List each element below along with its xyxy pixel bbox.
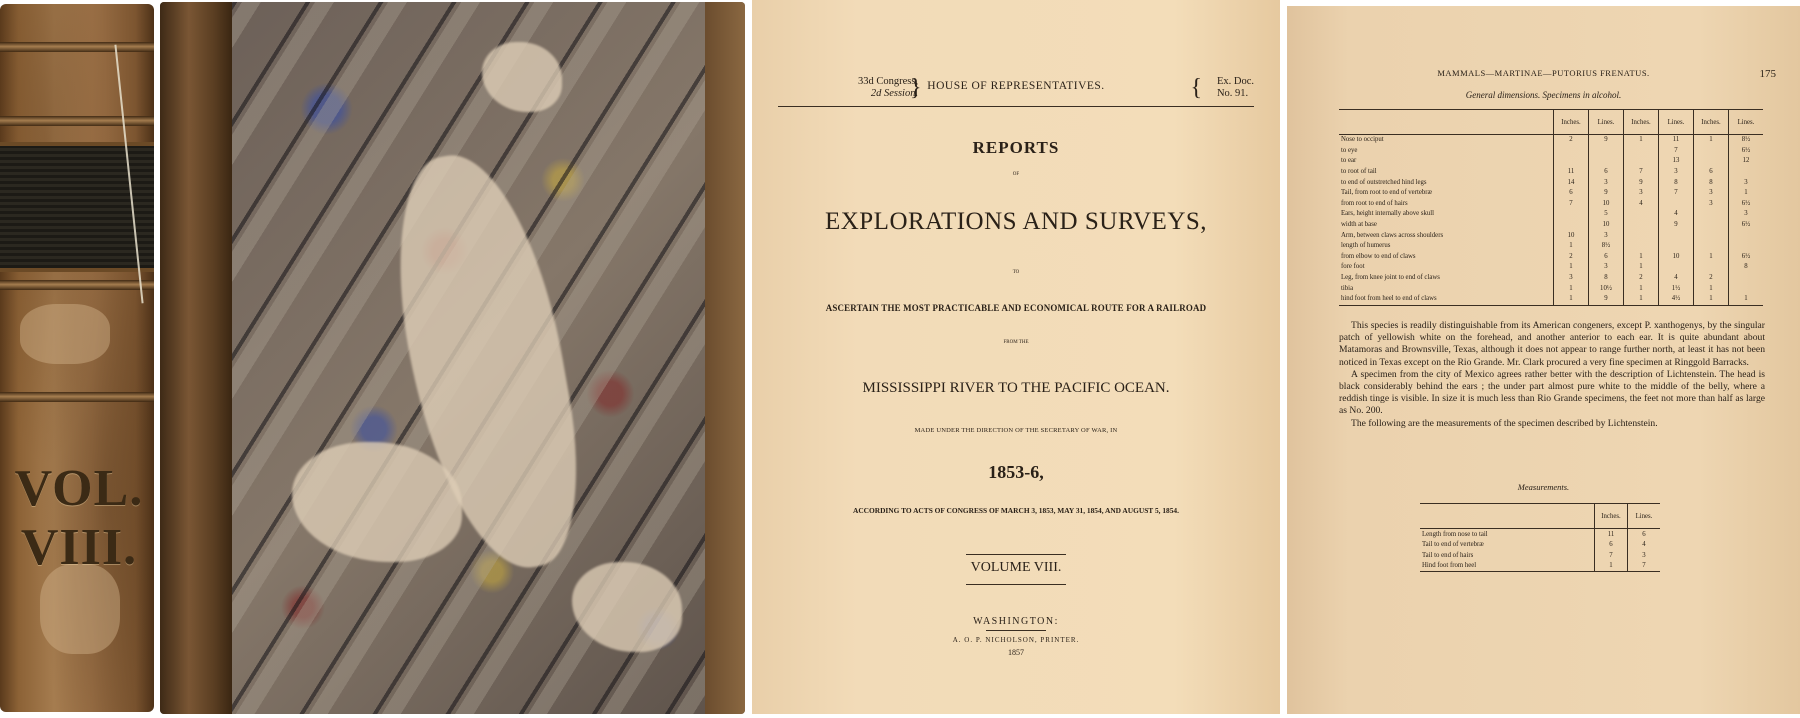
cell-value: 9	[1589, 188, 1624, 199]
table-row	[1339, 167, 1763, 178]
cell-value	[1624, 209, 1659, 220]
text-page	[1287, 6, 1800, 714]
table-row	[1339, 220, 1763, 231]
session-line: 2d Session.	[870, 88, 919, 99]
spine-band	[0, 116, 154, 126]
cell-value: 2	[1624, 273, 1659, 284]
worn-area	[482, 42, 562, 112]
cell-value: 1	[1554, 294, 1589, 305]
row-label: length of humerus	[1341, 242, 1391, 250]
cell-value: 11	[1554, 167, 1589, 178]
cell-value	[1694, 241, 1729, 252]
cell-value	[1729, 283, 1764, 294]
cell-value	[1624, 230, 1659, 241]
made-under-text: MADE UNDER THE DIRECTION OF THE SECRETARY OF WAR, IN	[914, 427, 1118, 434]
cell-value: 8	[1729, 262, 1764, 273]
cell-value: 4	[1628, 540, 1661, 551]
cell-value: 6½	[1729, 252, 1764, 263]
cell-value	[1694, 146, 1729, 157]
cell-value	[1694, 262, 1729, 273]
cell-value: 1	[1624, 283, 1659, 294]
row-label: to eye	[1341, 146, 1358, 154]
cell-value	[1729, 241, 1764, 252]
place: WASHINGTON:	[973, 616, 1059, 627]
cell-value: 1	[1595, 561, 1628, 572]
cell-value: 1	[1694, 294, 1729, 305]
row-label: from elbow to end of claws	[1341, 252, 1416, 260]
column-header: Inches.	[1595, 504, 1628, 529]
cell-value: 4	[1624, 199, 1659, 210]
cell-value	[1729, 273, 1764, 284]
divider	[966, 554, 1066, 555]
leather-spine-strip	[160, 2, 232, 714]
cell-value: 1	[1554, 283, 1589, 294]
row-label: Length from nose to tail	[1422, 530, 1488, 538]
cell-value: 1	[1554, 262, 1589, 273]
cell-value: 6	[1595, 540, 1628, 551]
cell-value: 2	[1554, 252, 1589, 263]
cell-value: 11	[1659, 135, 1694, 146]
cell-value: 6½	[1729, 146, 1764, 157]
table-row	[1339, 283, 1763, 294]
cell-value: 8	[1589, 273, 1624, 284]
marbled-paper	[232, 2, 705, 714]
paragraph: This species is readily distinguishable from its American congeners, except P. xanthogenys, by the singular patch of yellowish white on the forehead, and another anterior to each ear. It is quite abundant about Matamoras and Brownsville, Texas, although it does not appear to range further north, at least it has not been noticed in Texas except on the Rio Grande. Mr. Clark procured a very fine specimen at Ringgold Barracks.	[1339, 320, 1765, 368]
table-row	[1420, 540, 1660, 551]
column-header: Lines.	[1589, 110, 1624, 135]
column-header: Inches.	[1694, 110, 1729, 135]
cell-value: 6	[1589, 252, 1624, 263]
cell-value: 10	[1659, 252, 1694, 263]
book-spine-photo	[0, 4, 154, 712]
cell-value	[1624, 241, 1659, 252]
reports-heading: REPORTS	[972, 138, 1060, 157]
worn-area	[572, 562, 682, 652]
row-label: width at base	[1341, 221, 1377, 229]
row-label: fore foot	[1341, 263, 1365, 271]
cell-value: 6	[1589, 167, 1624, 178]
brace-right: {	[1190, 75, 1202, 101]
cell-value: 1	[1624, 262, 1659, 273]
cell-value: 1	[1694, 252, 1729, 263]
doc-number-line: No. 91.	[1216, 88, 1249, 99]
spine-volume-label: VOL. VIII.	[14, 460, 144, 576]
column-header: Lines.	[1659, 110, 1694, 135]
table-caption: General dimensions. Specimens in alcohol.	[1465, 90, 1622, 100]
cell-value: 6½	[1729, 199, 1764, 210]
cell-value: 9	[1589, 294, 1624, 305]
acts-of-congress: ACCORDING TO ACTS OF CONGRESS OF MARCH 3, 1853, MAY 31, 1854, AND AUGUST 5, 1854.	[853, 506, 1179, 515]
table-row	[1339, 241, 1763, 252]
column-header: Inches.	[1624, 110, 1659, 135]
cell-value: 3	[1729, 177, 1764, 188]
divider	[986, 630, 1046, 631]
cell-value: 7	[1554, 199, 1589, 210]
from-the-text: FROM THE	[1003, 340, 1029, 345]
cell-value: 1	[1694, 283, 1729, 294]
cell-value	[1694, 209, 1729, 220]
cell-value	[1554, 146, 1589, 157]
dimensions-header-row	[1339, 110, 1763, 135]
row-label: tibia	[1341, 284, 1354, 292]
leather-wear	[20, 304, 110, 364]
paragraph: A specimen from the city of Mexico agrees rather better with the description of Lichtenstein. The head is black considerably behind the ears ; the under part almost pure white to the middle of the belly, where a reddish tinge is visible. In size it is much less than Rio Grande specimens, the feet not more than half as large as No. 200.	[1339, 368, 1765, 417]
column-header: Inches.	[1554, 110, 1589, 135]
row-label: to root of tail	[1341, 168, 1377, 176]
measurements-caption: Measurements.	[1517, 482, 1570, 492]
row-label: Arm, between claws across shoulders	[1341, 231, 1444, 239]
worn-area	[292, 442, 462, 562]
table-row	[1339, 294, 1763, 305]
cell-value: 8	[1659, 177, 1694, 188]
cell-value	[1624, 220, 1659, 231]
table-row	[1339, 156, 1763, 167]
cell-value: 10	[1589, 199, 1624, 210]
label-header	[1420, 504, 1595, 529]
congress-line: 33d Congress,	[858, 76, 919, 87]
cell-value	[1729, 167, 1764, 178]
cell-value: 7	[1659, 188, 1694, 199]
cell-value: 6	[1554, 188, 1589, 199]
subtitle: ASCERTAIN THE MOST PRACTICABLE AND ECONOMICAL ROUTE FOR A RAILROAD	[825, 304, 1207, 314]
cell-value: 9	[1659, 220, 1694, 231]
cell-value: 3	[1694, 199, 1729, 210]
cell-value: 12	[1729, 156, 1764, 167]
cell-value	[1589, 156, 1624, 167]
spine-band	[0, 392, 154, 402]
cell-value: 10½	[1589, 283, 1624, 294]
cell-value: 10	[1589, 220, 1624, 231]
cell-value: 7	[1595, 550, 1628, 561]
table-row	[1339, 262, 1763, 273]
cell-value: 3	[1659, 167, 1694, 178]
cell-value: 8½	[1729, 135, 1764, 146]
cell-value: 3	[1589, 177, 1624, 188]
table-row	[1339, 252, 1763, 263]
cell-value: 4	[1659, 273, 1694, 284]
marbled-cover-photo	[160, 2, 745, 714]
row-label: Hind foot from heel	[1422, 562, 1477, 570]
label-header	[1339, 110, 1554, 135]
row-label: Tail to end of hairs	[1422, 551, 1474, 559]
cell-value	[1554, 156, 1589, 167]
cell-value	[1659, 241, 1694, 252]
cell-value: 6	[1694, 167, 1729, 178]
cell-value	[1694, 156, 1729, 167]
row-label: hind foot from heel to end of claws	[1341, 295, 1437, 303]
volume-number: VOLUME VIII.	[970, 560, 1062, 575]
column-header: Lines.	[1729, 110, 1764, 135]
row-label: Leg, from knee joint to end of claws	[1341, 274, 1440, 282]
measurements-table	[1420, 503, 1660, 572]
doc-line: Ex. Doc.	[1216, 76, 1254, 87]
years: 1853-6,	[988, 462, 1044, 482]
column-header: Lines.	[1628, 504, 1661, 529]
paragraph: The following are the measurements of the specimen described by Lichtenstein.	[1351, 417, 1658, 429]
cell-value: 6	[1628, 529, 1661, 540]
row-label: Tail, from root to end of vertebræ	[1341, 189, 1433, 197]
cell-value: 1	[1554, 241, 1589, 252]
table-row	[1339, 188, 1763, 199]
cell-value: 1½	[1659, 283, 1694, 294]
printer: A. O. P. NICHOLSON, PRINTER.	[952, 636, 1080, 644]
page-number: 175	[1759, 68, 1776, 80]
cell-value: 1	[1624, 135, 1659, 146]
cell-value: 1	[1624, 294, 1659, 305]
table-row	[1339, 273, 1763, 284]
cell-value: 11	[1595, 529, 1628, 540]
cell-value: 3	[1628, 550, 1661, 561]
brace-left: }	[910, 75, 922, 101]
title-page-header	[778, 76, 1254, 107]
cell-value: 4	[1659, 209, 1694, 220]
cell-value	[1694, 230, 1729, 241]
cell-value: 3	[1729, 209, 1764, 220]
cell-value: 1	[1729, 188, 1764, 199]
row-label: to ear	[1341, 157, 1357, 165]
table-row	[1339, 209, 1763, 220]
cell-value: 3	[1589, 262, 1624, 273]
row-label: Nose to occiput	[1341, 136, 1384, 144]
main-title: EXPLORATIONS AND SURVEYS,	[824, 208, 1208, 235]
cell-value	[1554, 220, 1589, 231]
cell-value	[1659, 230, 1694, 241]
publication-year: 1857	[1008, 648, 1024, 657]
table-row	[1339, 146, 1763, 157]
table-row	[1420, 550, 1660, 561]
cell-value: 1	[1729, 294, 1764, 305]
row-label: from root to end of hairs	[1341, 199, 1408, 207]
cell-value: 1	[1694, 135, 1729, 146]
cell-value	[1659, 199, 1694, 210]
cell-value: 5	[1589, 209, 1624, 220]
cell-value: 3	[1589, 230, 1624, 241]
cell-value	[1659, 262, 1694, 273]
cell-value: 2	[1554, 135, 1589, 146]
cell-value: 7	[1659, 146, 1694, 157]
cell-value	[1624, 146, 1659, 157]
divider	[966, 584, 1066, 585]
body-text	[1339, 320, 1765, 430]
dimensions-table	[1339, 109, 1763, 306]
leather-fore-edge	[705, 2, 745, 714]
document-number	[1217, 76, 1254, 100]
row-label: Tail to end of vertebræ	[1422, 541, 1484, 549]
cell-value: 6½	[1729, 220, 1764, 231]
table-row	[1339, 135, 1763, 146]
measurements-header-row	[1420, 504, 1660, 529]
cell-value: 7	[1624, 167, 1659, 178]
cell-value: 14	[1554, 177, 1589, 188]
running-head: MAMMALS—MARTINAE—PUTORIUS FRENATUS.	[1437, 68, 1650, 78]
cell-value: 9	[1589, 135, 1624, 146]
of-text: OF	[1012, 172, 1020, 177]
cell-value	[1729, 230, 1764, 241]
cell-value: 4½	[1659, 294, 1694, 305]
cell-value: 9	[1624, 177, 1659, 188]
leather-wear	[40, 564, 120, 654]
table-row	[1420, 529, 1660, 540]
title-page	[752, 0, 1280, 714]
table-row	[1339, 177, 1763, 188]
spine-band	[0, 42, 154, 52]
cell-value: 3	[1694, 188, 1729, 199]
cell-value: 2	[1694, 273, 1729, 284]
cell-value: 3	[1554, 273, 1589, 284]
cell-value: 10	[1554, 230, 1589, 241]
cell-value: 13	[1659, 156, 1694, 167]
table-row	[1339, 230, 1763, 241]
cell-value: 1	[1624, 252, 1659, 263]
house-heading: HOUSE OF REPRESENTATIVES.	[927, 80, 1105, 92]
route-title: MISSISSIPPI RIVER TO THE PACIFIC OCEAN.	[862, 380, 1170, 396]
cell-value	[1554, 209, 1589, 220]
to-text: TO	[1012, 270, 1020, 275]
cell-value	[1694, 220, 1729, 231]
cell-value: 8½	[1589, 241, 1624, 252]
spine-band	[0, 280, 154, 290]
row-label: to end of outstretched hind legs	[1341, 178, 1427, 186]
table-row	[1420, 561, 1660, 572]
cell-value	[1624, 156, 1659, 167]
cell-value: 8	[1694, 177, 1729, 188]
cell-value	[1589, 146, 1624, 157]
cell-value: 7	[1628, 561, 1661, 572]
table-row	[1339, 199, 1763, 210]
cell-value: 3	[1624, 188, 1659, 199]
row-label: Ears, height internally above skull	[1341, 210, 1435, 218]
